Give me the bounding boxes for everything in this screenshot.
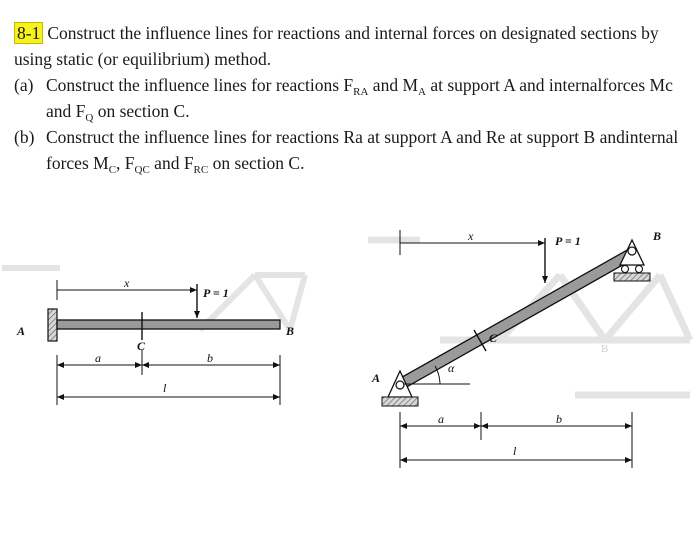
part-a-text-4: on section C. [93,101,190,121]
inclined-beam [397,249,635,389]
part-b-tag: (b) [14,127,35,147]
part-b-text-1: Construct the influence lines for reactions Ra at support A and Re at support B andinternal forces M [46,127,679,173]
part-a-text-2: and M [368,75,418,95]
label-x-b: x [468,229,474,243]
intro-text: Construct the influence lines for reactions and internal forces on designated sections by using static (or equilibrium) method. [14,23,659,69]
label-C-b: C [489,331,498,345]
label-a-b: a [438,412,444,426]
problem-number: 8-1 [14,22,43,44]
figure-b [368,229,690,468]
part-a-sub-2: A [418,86,426,98]
label-B: B [286,324,295,338]
part-b-sub-2: QC [134,164,150,176]
figure-a [2,268,305,405]
label-x: x [124,276,130,290]
label-b: b [207,351,213,365]
label-l-b: l [513,444,517,458]
part-b-text-3: and F [149,153,194,173]
part-a-text-1: Construct the influence lines for reactions F [46,75,354,95]
part-b-text-2: , F [116,153,135,173]
fixed-support-wall [48,309,57,341]
load-label: P = 1 [203,286,229,300]
part-a-text-3: at support A and internalforces Mc and F [46,75,673,121]
part-a-sub-1: RA [353,86,369,98]
angle-label: α [448,361,455,375]
label-A: A [17,324,26,338]
part-a-sub-3: Q [85,112,94,124]
cantilever-beam [57,320,280,329]
label-l: l [163,381,167,395]
label-a: a [95,351,101,365]
faint-mark-B: B [601,343,609,355]
part-a-tag: (a) [14,75,34,95]
label-b-b: b [556,412,562,426]
label-A-b: A [372,371,381,385]
label-C: C [137,339,146,353]
part-b-sub-1: C [108,164,117,176]
label-B-b: B [653,229,662,243]
load-label-b: P = 1 [555,234,581,248]
part-b-text-4: on section C. [208,153,305,173]
part-b-sub-3: RC [193,164,209,176]
